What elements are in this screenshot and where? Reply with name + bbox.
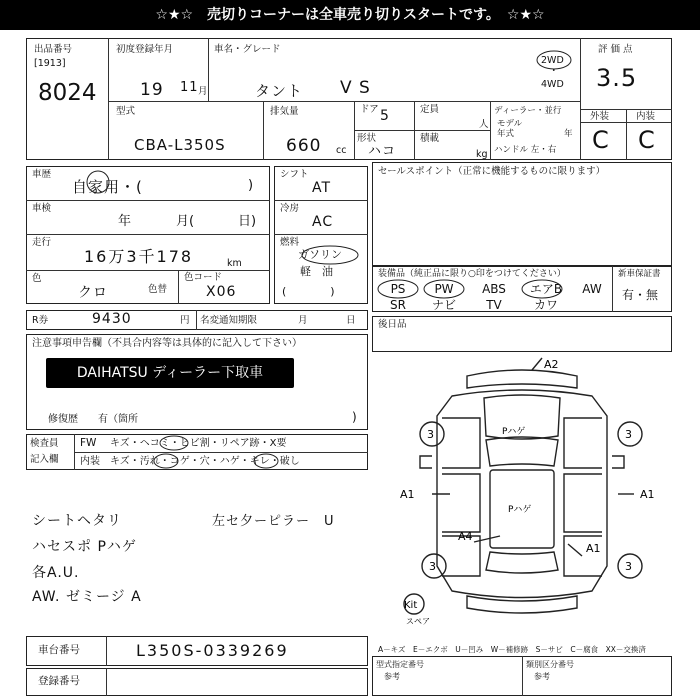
drive-4wd: 4WD [541,79,564,90]
interior-items: キズ・汚れ・コゲ・穴・ハゲ・キレ・破し [110,456,300,467]
ac-label: 冷房 [280,203,300,214]
shape-value: ハコ [368,144,397,159]
diag-a1-right: A1 [640,488,655,501]
interior-row-label: 内装 [80,456,100,467]
regno-label: 登録番号 [38,675,80,687]
vin-label: 車台番号 [38,644,80,656]
use-close: ) [248,178,254,193]
warranty-value: 有・無 [622,288,659,302]
ticket-value: 9430 [92,311,132,327]
capacity-unit: 人 [479,119,489,130]
equip-aw: AW [582,282,602,296]
notice-day: 日 [346,315,356,326]
exterior-label: 外装 [590,111,610,122]
load-label: 積載 [420,133,440,144]
mileage-value: 16万3千178 [84,247,194,266]
car-label: 車名・グレード [214,44,281,55]
type-spec-label: 型式指定番号 [376,660,424,669]
type-spec-ref: 参考 [384,672,400,681]
load-unit: kg [476,149,488,160]
diag-tire-fr: 3 [625,428,632,441]
remark-2: ハセスポ Pハゲ [32,539,137,555]
mileage-unit: km [227,258,242,269]
car-grade: V S [340,78,371,98]
equipment-label: 装備品（純正品に限り○印をつけてください） [378,269,566,279]
remark-5: 左セ夕ーピラー U [212,514,335,529]
equip-abs: ABS [482,282,506,296]
color-code-label: 色コード [184,272,223,283]
top-info-box [26,38,672,160]
lot-number: 8024 [38,80,97,106]
drive-2wd: 2WD [541,55,564,66]
sales-point-label: セールスポイント（正常に機能するものに限ります） [378,166,606,177]
registration-month: 11 [180,80,199,95]
fw-items: キズ・ヘコミ・ヒビ割・リペア跡・X要 [110,438,287,449]
drive-circle [534,48,574,72]
ticket-label: R券 [32,315,49,326]
equip-airbag: エアB [529,282,563,296]
entry-label: 記入欄 [30,454,59,465]
after-parts-box [372,316,672,352]
class-ref: 参考 [534,672,550,681]
diag-kit: Kit [404,600,418,611]
ticket-box [26,310,368,330]
use-label: 車歴 [32,169,52,180]
diag-tire-fl: 3 [427,428,434,441]
banner: ☆★☆ 売切りコーナーは全車売り切りスタートです。 ☆★☆ [0,0,700,30]
registration-year: 19 [140,80,164,100]
dealer-label: ディーラー・並行 [494,106,562,116]
color-value: クロ [78,285,108,301]
displacement-unit: cc [336,145,347,156]
remark-4: AW. ゼミージ A [32,589,142,605]
diag-spare: スペア [406,617,430,626]
use-value: 自家用・( [72,178,143,196]
remark-1: シートヘタリ [32,513,122,529]
remark-3: 各A.U. [32,565,80,581]
equip-pw: PW [434,282,454,296]
lot-label: 出品番号 [34,44,73,55]
after-parts-label: 後日品 [378,319,407,330]
color-label: 色 [32,273,42,284]
inspection-year: 年 [118,214,132,229]
capacity-label: 定員 [420,104,440,115]
diag-p-hage-hood: Pハゲ [502,427,526,437]
use-circle [84,169,112,195]
displacement-label: 排気量 [270,106,299,117]
ac-value: AC [312,214,334,230]
fuel-label: 燃料 [280,237,300,248]
exterior-grade: C [592,126,610,154]
drive-dot: ・ [549,66,559,77]
inspector-label: 検査員 [30,438,59,449]
diag-tire-rl: 3 [429,560,436,573]
dealer-tradein-badge: DAIHATSU ディーラー下取車 [46,358,294,388]
repair-label: 修復歴 有（箇所 [48,414,138,425]
model-value: CBA-L350S [134,136,226,154]
equip-navi: ナビ [431,298,456,312]
shift-label: シフト [280,169,309,180]
class-label: 類別区分番号 [526,660,574,669]
shape-label: 形状 [357,133,377,144]
car-damage-diagram [372,356,672,626]
mileage-label: 走行 [32,237,52,248]
equip-leather: カワ [533,298,558,312]
fuel-circle [300,244,362,266]
fuel-diesel: 軽 油 [300,265,333,278]
model-yr-label: モデル [497,119,523,129]
diag-a1-left: A1 [400,488,415,501]
sales-point-box [372,162,672,266]
diag-a4: A4 [458,530,473,543]
doors-value: 5 [380,108,390,124]
vin-value: L350S-0339269 [136,641,289,660]
interior-label: 内装 [636,111,656,122]
damage-legend: A－キズ E－エクボ U－凹み W－補修跡 S－サビ C－腐食 XX－交換済 [378,645,646,654]
notice-month: 月 [298,315,308,326]
fuel-other: ( ) [282,285,335,298]
inspection-label: 車検 [32,203,52,214]
interior-grade: C [638,126,656,154]
inspection-day: 日) [238,214,257,229]
notes-label: 注意事項申告欄（不具合内容等は具体的に記入して下さい） [32,338,302,349]
equip-tv: TV [486,298,502,312]
equip-ps: PS [390,282,406,296]
inspector-circles [140,434,290,470]
handle-label: ハンドル 左・右 [494,145,557,155]
score-value: 3.5 [596,64,638,92]
paint-label: 色替 [148,284,168,295]
ticket-unit: 円 [180,315,190,326]
diag-a1-bottom: A1 [586,542,601,555]
inspection-month: 月( [176,214,195,229]
model-label: 型式 [116,106,136,117]
diag-tire-rr: 3 [625,560,632,573]
car-name: タント [255,82,304,100]
fuel-gasoline: ガソリン [298,248,342,261]
diag-a2: A2 [544,358,559,371]
diag-p-hage-roof: Pハゲ [508,505,532,515]
equip-sr: SR [390,298,406,312]
lot-sub: [1913] [34,58,66,69]
year-label: 年式 [497,129,515,139]
color-code: X06 [206,284,237,300]
repair-close: ) [352,410,357,424]
equip-circles [372,276,572,312]
fw-label: FW [80,437,97,449]
score-label: 評価点 [598,44,636,55]
shift-value: AT [312,180,332,196]
doors-label: ドア [360,104,379,115]
displacement-value: 660 [286,136,322,156]
registration-unit: 月 [198,86,208,97]
registration-label: 初度登録年月 [116,44,174,55]
warranty-label: 新車保証書 [618,269,661,279]
year-unit: 年 [564,129,573,139]
notice-label: 名変通知期限 [200,315,258,326]
